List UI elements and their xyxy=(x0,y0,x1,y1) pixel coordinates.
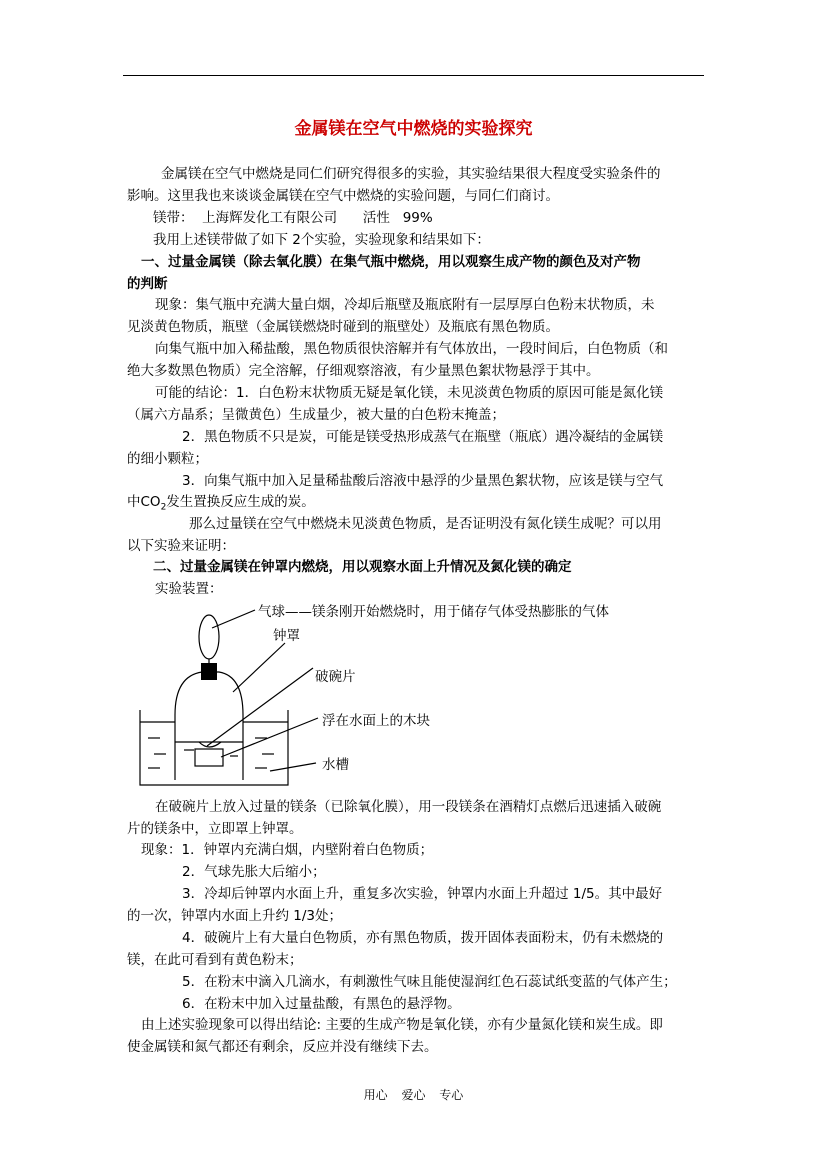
conclusion-3-rest: 发生置换反应生成的炭。 xyxy=(166,494,315,510)
balloon-shape xyxy=(199,615,219,659)
observation-4-line-1: 4．破碗片上有大量白色物质，亦有黑色物质，拨开固体表面粉末，仍有未燃烧的 xyxy=(182,930,664,946)
bell-jar-shape xyxy=(175,672,243,780)
final-conclusion-line-1: 由上述实验现象可以得出结论: 主要的生成产物是氧化镁，亦有少量氮化镁和炭生成。即 xyxy=(141,1017,663,1033)
acid-test-line-2: 绝大多数黑色物质）完全溶解，仔细观察溶液，有少量黑色絮状物悬浮于其中。 xyxy=(127,363,600,379)
intro-line-2: 影响。这里我也来谈谈金属镁在空气中燃烧的实验问题，与同仁们商讨。 xyxy=(127,188,559,204)
label-trough: 水槽 xyxy=(322,757,349,773)
label-broken-dish: 破碗片 xyxy=(315,669,356,685)
experiment-2-title: 二、过量金属镁在钟罩内燃烧，用以观察水面上升情况及氮化镁的确定 xyxy=(153,559,572,575)
co2-subscript: 2 xyxy=(160,502,167,513)
observation-1: 现象：1．钟罩内充满白烟，内壁附着白色物质； xyxy=(141,842,434,858)
conclusion-1-line-2: （属六方晶系；呈微黄色）生成量少，被大量的白色粉末掩盖； xyxy=(127,407,505,423)
conclusion-2-line-2: 的细小颗粒； xyxy=(127,451,208,467)
observation-3-line-1: 3．冷却后钟罩内水面上升，重复多次实验，钟罩内水面上升超过 1/5。其中最好 xyxy=(182,886,663,902)
balloon-leader xyxy=(212,610,255,628)
observation-6: 6．在粉末中加入过量盐酸，有黑色的悬浮物。 xyxy=(182,996,461,1012)
phenomenon-1-line-2: 见淡黄色物质，瓶壁（金属镁燃烧时碰到的瓶壁处）及瓶底有黑色物质。 xyxy=(127,319,559,335)
final-conclusion-line-2: 使金属镁和氮气都还有剩余，反应并没有继续下去。 xyxy=(127,1039,438,1055)
co2-formula: CO xyxy=(140,494,161,510)
trough-leader xyxy=(270,763,316,771)
experiments-intro: 我用上述镁带做了如下 2个实验，实验现象和结果如下： xyxy=(153,232,490,248)
phenomenon-1-line-1: 现象：集气瓶中充满大量白烟，冷却后瓶壁及瓶底附有一层厚厚白色粉末状物质，未 xyxy=(155,297,655,313)
observation-3-line-2: 的一次，钟罩内水面上升约 1/3处； xyxy=(127,908,343,924)
conclusion-1-line-1: 可能的结论：1．白色粉末状物质无疑是氧化镁，未见淡黄色物质的原因可能是氮化镁 xyxy=(155,385,664,401)
wood-leader xyxy=(221,718,318,757)
apparatus-heading: 实验装置： xyxy=(155,581,223,597)
ribbon-info: 镁带： 上海辉发化工有限公司 活性 99% xyxy=(153,210,433,226)
rubber-stopper xyxy=(201,663,217,680)
label-bell-jar: 钟罩 xyxy=(273,628,300,644)
conclusion-3-prefix: 中 xyxy=(127,494,141,510)
dish-leader xyxy=(207,668,313,746)
page-footer: 用心 爱心 专心 xyxy=(363,1088,464,1102)
bell-leader xyxy=(233,643,285,692)
intro-line-1: 金属镁在空气中燃烧是同仁们研究得很多的实验，其实验结果很大程度受实验条件的 xyxy=(161,166,661,182)
observation-4-line-2: 镁，在此可看到有黄色粉末； xyxy=(127,952,303,968)
observation-5: 5．在粉末中滴入几滴水，有刺激性气味且能使湿润红色石蕊试纸变蓝的气体产生； xyxy=(182,974,677,990)
observation-2: 2．气球先胀大后缩小； xyxy=(182,864,326,880)
conclusion-2-line-1: 2．黑色物质不只是炭，可能是镁受热形成蒸气在瓶壁（瓶底）遇冷凝结的金属镁 xyxy=(182,429,664,445)
procedure-line-2: 片的镁条中，立即罩上钟罩。 xyxy=(127,821,303,837)
acid-test-line-1: 向集气瓶中加入稀盐酸，黑色物质很快溶解并有气体放出，一段时间后，白色物质（和 xyxy=(155,341,668,357)
experiment-1-title-2: 的判断 xyxy=(127,276,168,292)
procedure-line-1: 在破碗片上放入过量的镁条（已除氧化膜），用一段镁条在酒精灯点燃后迅速插入破碗 xyxy=(155,799,662,815)
document-title: 金属镁在空气中燃烧的实验探究 xyxy=(294,119,533,139)
question-line-1: 那么过量镁在空气中燃烧未见淡黄色物质，是否证明没有氮化镁生成呢？可以用 xyxy=(189,516,662,532)
label-balloon: 气球——镁条刚开始燃烧时，用于储存气体受热膨胀的气体 xyxy=(258,604,609,620)
experiment-1-title-1: 一、过量金属镁（除去氧化膜）在集气瓶中燃烧，用以观察生成产物的颜色及对产物 xyxy=(141,254,641,270)
conclusion-3-line-1: 3．向集气瓶中加入足量稀盐酸后溶液中悬浮的少量黑色絮状物，应该是镁与空气 xyxy=(182,473,664,489)
label-wooden-block: 浮在水面上的木块 xyxy=(322,713,430,729)
trough-shape xyxy=(140,710,288,785)
question-line-2: 以下实验来证明： xyxy=(127,538,235,554)
wooden-block-shape xyxy=(195,749,223,766)
